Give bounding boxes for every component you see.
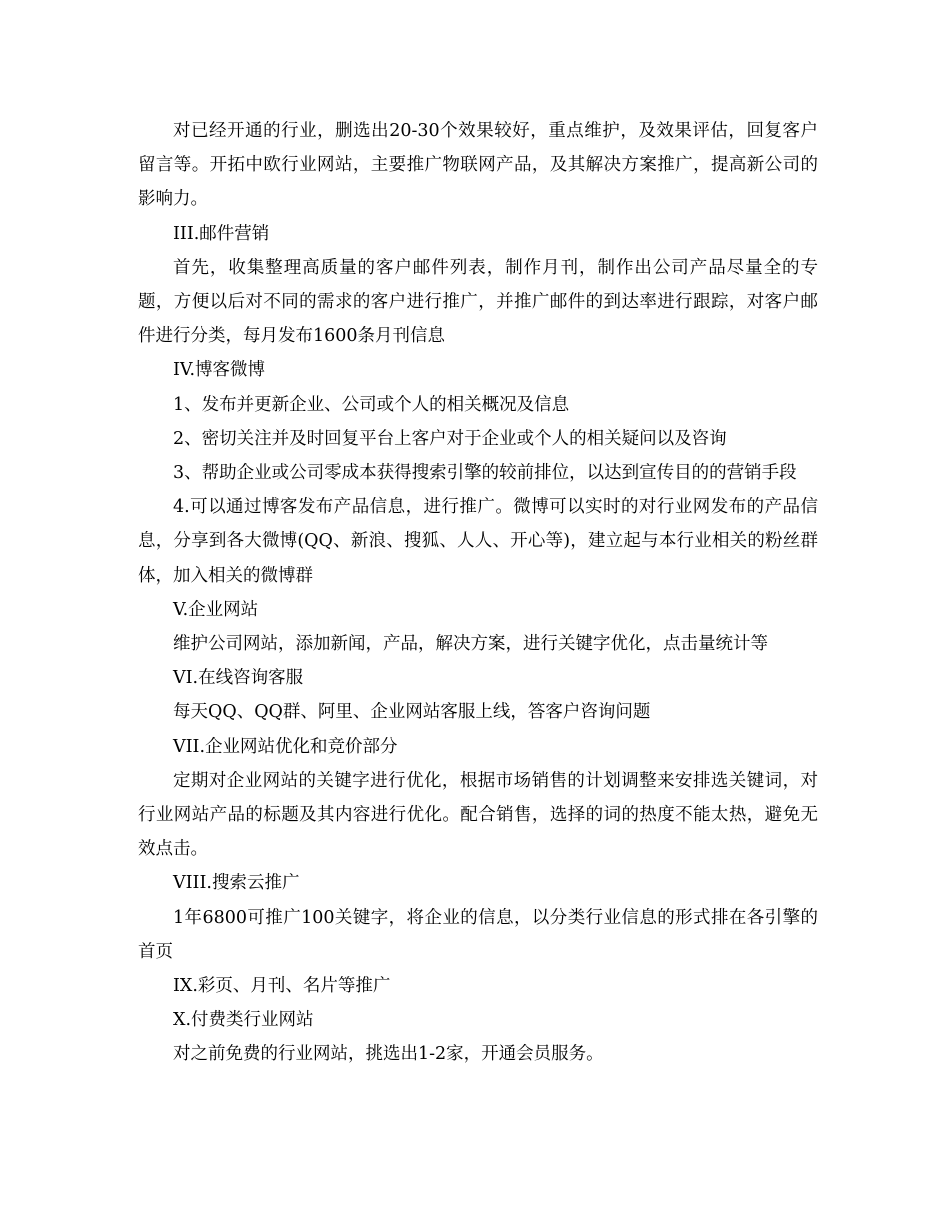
paragraph-industry-sites: 对已经开通的行业，删选出20-30个效果较好，重点维护，及效果评估，回复客户留言等。开拓中欧行业网站，主要推广物联网产品，及其解决方案推广，提高新公司的影响力。 bbox=[138, 121, 818, 210]
paragraph-email-marketing: 首先，收集整理高质量的客户邮件列表，制作月刊，制作出公司产品尽量全的专题，方便以后对不同的需求的客户进行推广，并推广邮件的到达率进行跟踪，对客户邮件进行分类，每月发布1600条月刊信息 bbox=[138, 257, 818, 347]
paragraph-seo-bidding: 定期对企业网站的关键字进行优化，根据市场销售的计划调整来安排选关键词，对行业网站产品的标题及其内容进行优化。配合销售，选择的词的热度不能太热，避免无效点击。 bbox=[138, 770, 818, 860]
paragraph-paid-industry-sites: 对之前免费的行业网站，挑选出1-2家，开通会员服务。 bbox=[173, 1044, 604, 1065]
heading-blog-weibo: IV.博客微博 bbox=[173, 360, 266, 381]
heading-brochure-promo: IX.彩页、月刊、名片等推广 bbox=[173, 976, 391, 997]
heading-enterprise-website: V.企业网站 bbox=[173, 599, 259, 620]
paragraph-enterprise-website: 维护公司网站，添加新闻，产品，解决方案，进行关键字优化，点击量统计等 bbox=[173, 634, 768, 655]
heading-paid-industry-sites: X.付费类行业网站 bbox=[173, 1010, 314, 1031]
paragraph-search-cloud: 1年6800可推广100关键字，将企业的信息，以分类行业信息的形式排在各引擎的首页 bbox=[138, 907, 818, 962]
heading-email-marketing: III.邮件营销 bbox=[173, 223, 270, 244]
list-item-blog-3: 3、帮助企业或公司零成本获得搜索引擎的较前排位，以达到宣传目的的营销手段 bbox=[173, 463, 797, 484]
document-body bbox=[138, 114, 818, 1072]
list-item-blog-4: 4.可以通过博客发布产品信息，进行推广。微博可以实时的对行业网发布的产品信息，分享到各大微博(QQ、新浪、搜狐、人人、开心等)，建立起与本行业相关的粉丝群体，加入相关的微博群 bbox=[138, 497, 818, 586]
list-item-blog-1: 1、发布并更新企业、公司或个人的相关概况及信息 bbox=[173, 394, 570, 415]
heading-online-service: VI.在线咨询客服 bbox=[173, 668, 304, 689]
paragraph-online-service: 每天QQ、QQ群、阿里、企业网站客服上线，答客户咨询问题 bbox=[173, 702, 651, 723]
heading-seo-bidding: VII.企业网站优化和竞价部分 bbox=[173, 736, 398, 757]
heading-search-cloud: VIII.搜索云推广 bbox=[173, 873, 300, 894]
list-item-blog-2: 2、密切关注并及时回复平台上客户对于企业或个人的相关疑问以及咨询 bbox=[173, 428, 727, 449]
